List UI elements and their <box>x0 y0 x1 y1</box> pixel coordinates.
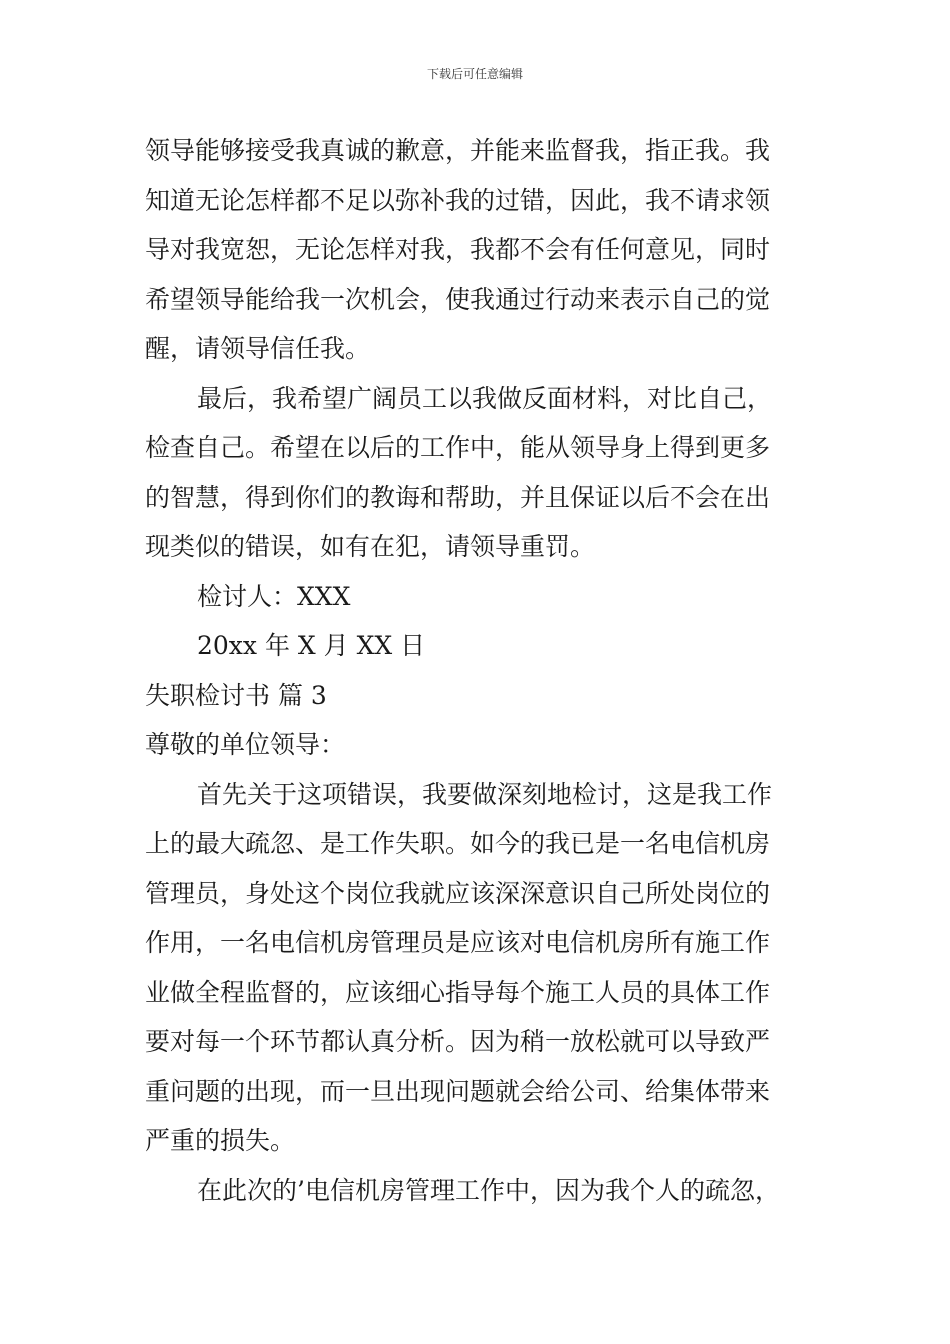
document-body <box>145 126 810 1215</box>
text-line: 上的最大疏忽、是工作失职。如今的我已是一名电信机房 <box>145 829 771 858</box>
section-title: 失职检讨书 篇 3 <box>145 680 327 710</box>
header-note: 下载后可任意编辑 <box>426 67 523 81</box>
text-line: 首先关于这项错误，我要做深刻地检讨，这是我工作 <box>197 779 773 809</box>
salutation: 尊敬的单位领导： <box>145 730 346 759</box>
text-line: 管理员，身处这个岗位我就应该深深意识自己所处岗位的 <box>145 878 771 908</box>
text-line: 的智慧，得到你们的教诲和帮助，并且保证以后不会在出 <box>145 482 771 512</box>
text-line: 希望领导能给我一次机会，使我通过行动来表示自己的觉 <box>145 284 771 314</box>
text-line: 导对我宽恕，无论怎样对我，我都不会有任何意见，同时 <box>145 235 771 264</box>
text-line: 业做全程监督的，应该细心指导每个施工人员的具体工作 <box>145 977 771 1007</box>
text-line: 要对每一个环节都认真分析。因为稍一放松就可以导致严 <box>145 1027 771 1056</box>
signature-line: 检讨人：XXX <box>197 581 351 611</box>
date-line: 20xx 年 X 月 XX 日 <box>197 631 426 660</box>
text-line: 严重的损失。 <box>145 1126 296 1155</box>
text-line: 知道无论怎样都不足以弥补我的过错，因此，我不请求领 <box>145 185 771 215</box>
text-line: 检查自己。希望在以后的工作中，能从领导身上得到更多 <box>145 433 771 462</box>
text-line: 最后，我希望广阔员工以我做反面材料，对比自己， <box>197 383 773 413</box>
text-line: 在此次的’电信机房管理工作中，因为我个人的疏忽， <box>197 1175 780 1205</box>
text-line: 领导能够接受我真诚的歉意，并能来监督我，指正我。我 <box>145 136 771 165</box>
text-line: 作用，一名电信机房管理员是应该对电信机房所有施工作 <box>145 928 771 957</box>
text-line: 重问题的出现，而一旦出现问题就会给公司、给集体带来 <box>145 1076 771 1106</box>
text-line: 醒，请领导信任我。 <box>145 334 371 363</box>
text-line: 现类似的错误，如有在犯，请领导重罚。 <box>145 532 596 561</box>
